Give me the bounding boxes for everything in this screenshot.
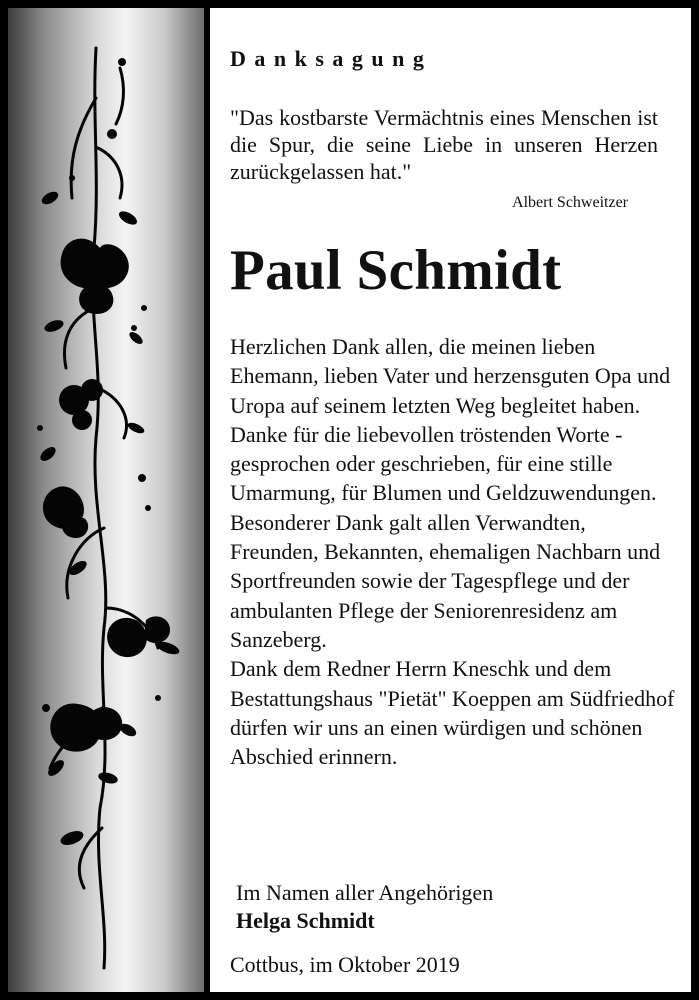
panel-divider xyxy=(204,8,210,992)
thanks-paragraph: Herzlichen Dank allen, die meinen lieben Ehemann, lieben Vater und herzensguten Opa und Uropa auf seinem letzten Weg begleitet haben. xyxy=(230,334,671,418)
decorative-side-panel xyxy=(8,8,204,992)
signoff-line: Im Namen aller Angehörigen xyxy=(236,880,494,905)
quote-author: Albert Schweitzer xyxy=(512,194,628,211)
rose-vine-icon xyxy=(8,8,204,992)
signer-name: Helga Schmidt xyxy=(236,908,375,933)
thanks-paragraph: Dank dem Redner Herrn Kneschk und dem Bestattungshaus "Pietät" Koeppen am Südfriedhof dürfen wir uns an einen würdigen und schönen Abschied erinnern. xyxy=(230,656,675,770)
notice-heading: Danksagung xyxy=(230,46,433,71)
place-date: Cottbus, im Oktober 2019 xyxy=(230,952,460,977)
thanks-paragraph: Besonderer Dank galt allen Verwandten, Freunden, Bekannten, ehemaligen Nachbarn und Sportfreunden sowie der Tagespflege und der ambulanten Pflege der Seniorenresidenz am Sanzeberg. xyxy=(230,509,661,652)
thanks-paragraph: Danke für die liebevollen tröstenden Worte - gesprochen oder geschrieben, für eine stille Umarmung, für Blumen und Geldzuwendungen. xyxy=(230,421,657,506)
deceased-name: Paul Schmidt xyxy=(230,239,562,302)
quote-text: "Das kostbarste Vermächtnis eines Menschen ist die Spur, die seine Liebe in unseren Herzen zurückgelassen hat." xyxy=(230,105,658,184)
thanks-body xyxy=(230,332,678,771)
